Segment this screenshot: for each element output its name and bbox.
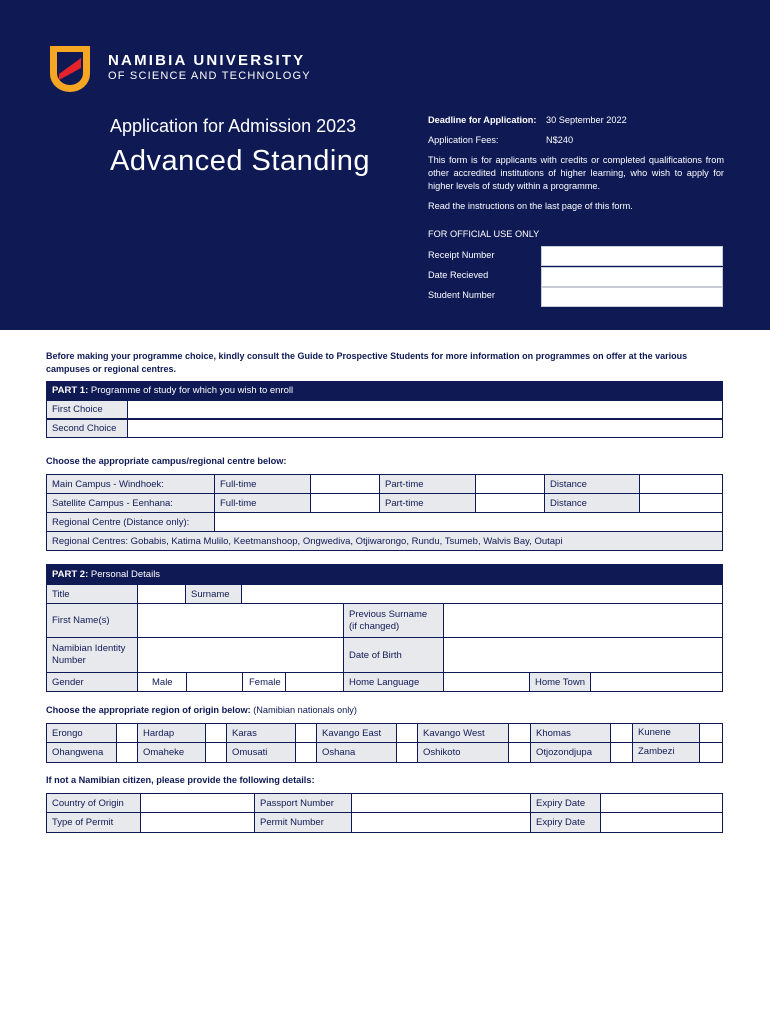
satellite-campus-label: Satellite Campus - Eenhana: bbox=[46, 493, 215, 513]
male-option[interactable]: Male bbox=[137, 672, 187, 692]
region-kavango-east-box[interactable] bbox=[396, 723, 418, 743]
home-language-field[interactable] bbox=[443, 672, 530, 692]
form-description: This form is for applicants with credits or completed qualifications from other accredited institutions of higher learning, who wish to apply for higher levels of study within a programme. bbox=[428, 155, 724, 191]
region-otjozondjupa: Otjozondjupa bbox=[530, 742, 611, 763]
part2-title: Personal Details bbox=[88, 568, 161, 580]
logo-name: NAMIBIA UNIVERSITY bbox=[108, 52, 306, 69]
gender-label: Gender bbox=[46, 672, 138, 692]
region-heading-text: Choose the appropriate region of origin below: bbox=[46, 705, 251, 715]
title-field[interactable] bbox=[137, 584, 186, 604]
deadline-label: Deadline for Application: bbox=[428, 115, 537, 125]
female-checkbox[interactable] bbox=[285, 672, 344, 692]
region-khomas: Khomas bbox=[530, 723, 611, 743]
permit-type-label: Type of Permit bbox=[46, 812, 141, 833]
id-number-label bbox=[46, 637, 138, 673]
student-number-field[interactable] bbox=[541, 287, 723, 307]
deadline-value: 30 September 2022 bbox=[546, 115, 627, 125]
region-oshikoto-box[interactable] bbox=[508, 742, 531, 763]
region-zambezi-box[interactable] bbox=[699, 742, 723, 763]
region-karas-box[interactable] bbox=[295, 723, 317, 743]
receipt-number-label: Receipt Number bbox=[428, 250, 495, 260]
country-of-origin-label: Country of Origin bbox=[46, 793, 141, 813]
application-title: Application for Admission 2023 bbox=[110, 116, 357, 136]
permit-expiry-label: Expiry Date bbox=[530, 812, 601, 833]
regional-centre-field[interactable] bbox=[214, 512, 723, 532]
surname-field[interactable] bbox=[241, 584, 723, 604]
region-omusati-box[interactable] bbox=[295, 742, 317, 763]
male-checkbox[interactable] bbox=[186, 672, 243, 692]
region-ohangwena-box[interactable] bbox=[116, 742, 138, 763]
region-erongo-box[interactable] bbox=[116, 723, 138, 743]
region-hardap: Hardap bbox=[137, 723, 206, 743]
campus-heading: Choose the appropriate campus/regional centre below: bbox=[46, 456, 287, 466]
satellite-fulltime-box[interactable] bbox=[310, 493, 380, 513]
region-oshana: Oshana bbox=[316, 742, 397, 763]
home-language-label: Home Language bbox=[343, 672, 444, 692]
region-kavango-west-box[interactable] bbox=[508, 723, 531, 743]
foreign-heading: If not a Namibian citizen, please provide the following details: bbox=[46, 775, 315, 785]
region-karas: Karas bbox=[226, 723, 296, 743]
previous-surname-text: Previous Surname bbox=[349, 608, 428, 620]
region-omaheke-box[interactable] bbox=[205, 742, 227, 763]
satellite-fulltime-label: Full-time bbox=[214, 493, 311, 513]
passport-expiry-field[interactable] bbox=[600, 793, 723, 813]
passport-number-label: Passport Number bbox=[254, 793, 352, 813]
region-otjozondjupa-box[interactable] bbox=[610, 742, 633, 763]
region-oshikoto: Oshikoto bbox=[417, 742, 509, 763]
region-omusati: Omusati bbox=[226, 742, 296, 763]
region-erongo: Erongo bbox=[46, 723, 117, 743]
part1-title: Programme of study for which you wish to enroll bbox=[88, 385, 294, 396]
first-choice-label: First Choice bbox=[46, 400, 128, 419]
surname-label: Surname bbox=[185, 584, 242, 604]
main-fulltime-box[interactable] bbox=[310, 474, 380, 494]
passport-number-field[interactable] bbox=[351, 793, 531, 813]
regional-centre-label: Regional Centre (Distance only): bbox=[46, 512, 215, 532]
id-number-field[interactable] bbox=[137, 637, 344, 673]
permit-number-field[interactable] bbox=[351, 812, 531, 833]
satellite-distance-label: Distance bbox=[544, 493, 640, 513]
region-ohangwena: Ohangwena bbox=[46, 742, 117, 763]
fees-label: Application Fees: bbox=[428, 135, 499, 145]
date-received-field[interactable] bbox=[541, 267, 723, 287]
title-label: Title bbox=[46, 584, 138, 604]
intro-text: Before making your programme choice, kindly consult the Guide to Prospective Students for more information on programmes on offer at the various campuses or regional centres. bbox=[46, 351, 688, 374]
previous-surname-field[interactable] bbox=[443, 603, 723, 638]
main-campus-label: Main Campus - Windhoek: bbox=[46, 474, 215, 494]
region-khomas-box[interactable] bbox=[610, 723, 633, 743]
region-heading bbox=[46, 705, 357, 715]
main-parttime-box[interactable] bbox=[475, 474, 545, 494]
official-use-title: FOR OFFICIAL USE ONLY bbox=[428, 229, 540, 239]
region-kavango-east: Kavango East bbox=[316, 723, 397, 743]
part1-header bbox=[46, 381, 723, 400]
main-fulltime-label: Full-time bbox=[214, 474, 311, 494]
region-kunene: Kunene bbox=[632, 723, 700, 743]
regional-centres-list: Regional Centres: Gobabis, Katima Mulilo, Keetmanshoop, Ongwediva, Otjiwarongo, Rundu, Tsumeb, Walvis Bay, Outapi bbox=[46, 531, 723, 551]
date-of-birth-label: Date of Birth bbox=[343, 637, 444, 673]
female-option[interactable]: Female bbox=[242, 672, 286, 692]
student-number-label: Student Number bbox=[428, 290, 495, 300]
form-title: Advanced Standing bbox=[110, 145, 371, 177]
previous-surname-label bbox=[343, 603, 444, 638]
main-distance-label: Distance bbox=[544, 474, 640, 494]
logo-subtitle: OF SCIENCE AND TECHNOLOGY bbox=[108, 70, 311, 82]
region-heading-note: (Namibian nationals only) bbox=[250, 705, 357, 715]
date-received-label: Date Recieved bbox=[428, 270, 489, 280]
permit-expiry-field[interactable] bbox=[600, 812, 723, 833]
first-names-field[interactable] bbox=[137, 603, 344, 638]
second-choice-label: Second Choice bbox=[46, 419, 128, 438]
satellite-parttime-label: Part-time bbox=[379, 493, 476, 513]
satellite-distance-box[interactable] bbox=[639, 493, 723, 513]
main-distance-box[interactable] bbox=[639, 474, 723, 494]
receipt-number-field[interactable] bbox=[541, 246, 723, 266]
id-number-text-2: Number bbox=[52, 655, 86, 666]
part2-label: PART 2: bbox=[52, 568, 89, 580]
country-of-origin-field[interactable] bbox=[140, 793, 255, 813]
fees-value: N$240 bbox=[546, 135, 574, 145]
region-oshana-box[interactable] bbox=[396, 742, 418, 763]
part2-header bbox=[46, 564, 723, 584]
part1-label: PART 1: bbox=[52, 385, 89, 396]
previous-surname-note: (if changed) bbox=[349, 620, 400, 632]
home-town-field[interactable] bbox=[590, 672, 723, 692]
first-choice-field[interactable] bbox=[127, 400, 723, 419]
permit-type-field[interactable] bbox=[140, 812, 255, 833]
instructions-note: Read the instructions on the last page of this form. bbox=[428, 201, 633, 211]
second-choice-field[interactable] bbox=[127, 419, 723, 438]
region-zambezi: Zambezi bbox=[632, 742, 700, 763]
main-parttime-label: Part-time bbox=[379, 474, 476, 494]
region-kunene-box[interactable] bbox=[699, 723, 723, 743]
first-names-label: First Name(s) bbox=[46, 603, 138, 638]
id-number-text-1: Namibian Identity bbox=[52, 643, 126, 654]
permit-number-label: Permit Number bbox=[254, 812, 352, 833]
region-kavango-west: Kavango West bbox=[417, 723, 509, 743]
passport-expiry-label: Expiry Date bbox=[530, 793, 601, 813]
home-town-label: Home Town bbox=[529, 672, 591, 692]
region-omaheke: Omaheke bbox=[137, 742, 206, 763]
satellite-parttime-box[interactable] bbox=[475, 493, 545, 513]
date-of-birth-field[interactable] bbox=[443, 637, 723, 673]
university-logo-icon bbox=[46, 44, 94, 92]
region-hardap-box[interactable] bbox=[205, 723, 227, 743]
